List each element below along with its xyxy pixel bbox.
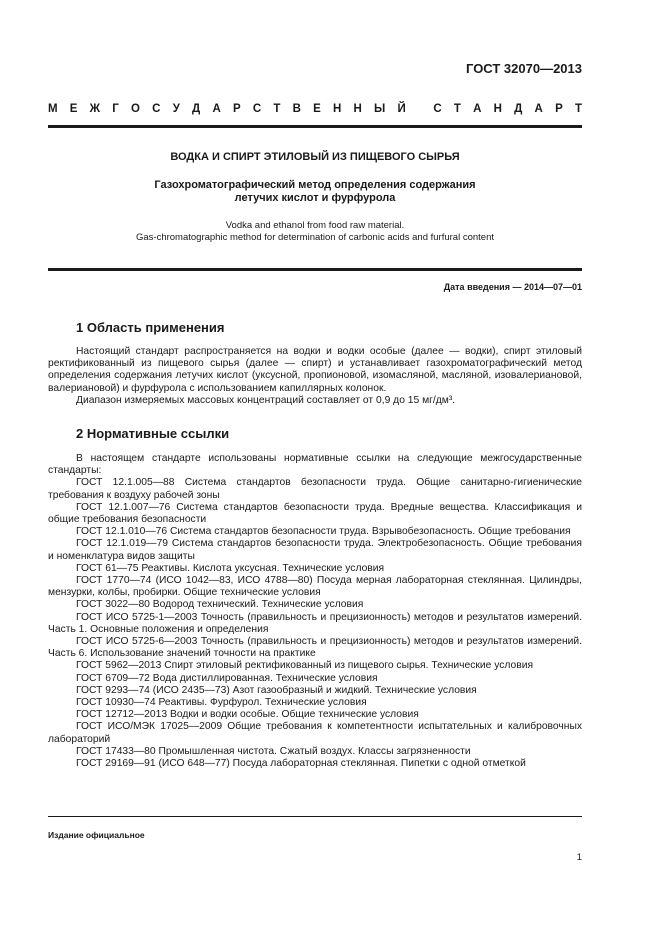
banner-letter: О — [131, 103, 140, 115]
reference-item: ГОСТ ИСО 5725-6—2003 Точность (правильность и прецизионность) методов и результатов измерений. Часть 6. Использование значений точности на практике — [48, 636, 582, 660]
banner-letter: Е — [313, 103, 321, 115]
english-title — [48, 220, 582, 244]
reference-item: ГОСТ 6709—72 Вода дистиллированная. Технические условия — [76, 672, 378, 684]
banner-letter: А — [473, 103, 482, 115]
paragraph: Диапазон измеряемых массовых концентраций составляет от 0,9 до 15 мг/дм³. — [76, 394, 456, 406]
banner-letter: Т — [273, 103, 281, 115]
banner-letter: Й — [397, 103, 406, 115]
banner-letter: Т — [453, 103, 461, 115]
banner-letter: Г — [112, 103, 119, 115]
reference-item: ГОСТ 12.1.019—79 Система стандартов безопасности труда. Электробезопасность. Общие требования и номенклатура видов защиты — [48, 538, 582, 562]
subtitle-line-2: летучих кислот и фурфурола — [234, 192, 396, 204]
banner-letter: С — [152, 103, 161, 115]
banner-letter: Е — [69, 103, 78, 115]
introduction-date: Дата введения — 2014—07—01 — [443, 282, 582, 292]
reference-item: ГОСТ 12.1.010—76 Система стандартов безопасности труда. Взрывобезопасность. Общие требования — [76, 526, 571, 538]
banner-letter: С — [252, 103, 262, 115]
reference-item: ГОСТ 10930—74 Реактивы. Фурфурол. Технические условия — [76, 697, 367, 709]
reference-item: ГОСТ ИСО/МЭК 17025—2009 Общие требования к компетентности испытательных и калибровочных лабораторий — [48, 721, 582, 745]
banner-letter: Т — [574, 103, 582, 115]
paragraph: Настоящий стандарт распространяется на водки и водки особые (далее — водки), спирт этиловый ректификованный из пищевого сырья (далее — спирт) и устанавливает газохроматографический метод определения содержания летучих кислот (уксусной, пропионовой, изомасляной, масляной, изовалериановой, валериановой) и фурфурола с использованием капиллярных колонок. — [48, 346, 582, 394]
banner-letter: Ы — [374, 103, 386, 115]
reference-item: ГОСТ ИСО 5725-1—2003 Точность (правильность и прецизионность) методов и результатов измерений. Часть 1. Основные положения и определения — [48, 611, 582, 635]
interstate-standard-banner — [48, 103, 582, 115]
reference-item: ГОСТ 29169—91 (ИСО 648—77) Посуда лабораторная стеклянная. Пипетки с одной отметкой — [76, 758, 526, 770]
page-number: 1 — [576, 852, 582, 863]
reference-item: ГОСТ 12712—2013 Водки и водки особые. Общие технические условия — [76, 709, 419, 721]
banner-letter: Р — [232, 103, 241, 115]
title-rule — [48, 268, 582, 271]
document-subtitle — [48, 179, 582, 205]
banner-letter: Н — [493, 103, 502, 115]
banner-letter: В — [292, 103, 301, 115]
banner-letter: М — [48, 103, 58, 115]
section-1-heading: 1 Область применения — [76, 320, 225, 335]
reference-item: ГОСТ 5962—2013 Спирт этиловый ректификованный из пищевого сырья. Технические условия — [76, 660, 534, 672]
banner-letter: Н — [353, 103, 362, 115]
reference-item: ГОСТ 12.1.005—88 Система стандартов безопасности труда. Общие санитарно-гигиенические требования к воздуху рабочей зоны — [48, 477, 582, 501]
banner-letter: А — [534, 103, 543, 115]
english-title-line-2: Gas-chromatographic method for determination of carbonic acids and furfural content — [135, 232, 495, 243]
document-title: ВОДКА И СПИРТ ЭТИЛОВЫЙ ИЗ ПИЩЕВОГО СЫРЬЯ — [170, 151, 460, 163]
reference-item: ГОСТ 9293—74 (ИСО 2435—73) Азот газообразный и жидкий. Технические условия — [76, 684, 477, 696]
header-rule — [48, 125, 582, 128]
banner-letter: Д — [192, 103, 201, 115]
official-edition-label: Издание официальное — [48, 830, 145, 840]
section-2-heading: 2 Нормативные ссылки — [76, 426, 230, 441]
section-1-body — [48, 346, 582, 407]
footer-rule — [48, 816, 582, 817]
banner-letter: А — [212, 103, 221, 115]
banner-word-gap — [418, 103, 421, 115]
subtitle-line-1: Газохроматографический метод определения содержания — [154, 179, 476, 191]
reference-item: ГОСТ 3022—80 Водород технический. Технические условия — [76, 599, 364, 611]
banner-letter: Р — [555, 103, 563, 115]
reference-item: ГОСТ 17433—80 Промышленная чистота. Сжатый воздух. Классы загрязненности — [76, 745, 471, 757]
paragraph: В настоящем стандарте использованы нормативные ссылки на следующие межгосударственные стандарты: — [48, 453, 582, 477]
section-2-body — [48, 453, 582, 770]
standard-number: ГОСТ 32070—2013 — [466, 61, 582, 76]
reference-item: ГОСТ 12.1.007—76 Система стандартов безопасности труда. Вредные вещества. Классификация и общие требования безопасности — [48, 501, 582, 526]
banner-letter: У — [172, 103, 180, 115]
reference-item: ГОСТ 61—75 Реактивы. Кислота уксусная. Технические условия — [76, 562, 385, 574]
reference-item: ГОСТ 1770—74 (ИСО 1042—83, ИСО 4788—80) Посуда мерная лабораторная стеклянная. Цилиндры, мензурки, колбы, пробирки. Общие технические условия — [48, 575, 582, 599]
banner-letter: Ж — [89, 103, 101, 115]
banner-letter: Н — [332, 103, 342, 115]
banner-letter: С — [433, 103, 442, 115]
banner-letter: Д — [514, 103, 523, 115]
english-title-line-1: Vodka and ethanol from food raw material. — [225, 220, 405, 231]
